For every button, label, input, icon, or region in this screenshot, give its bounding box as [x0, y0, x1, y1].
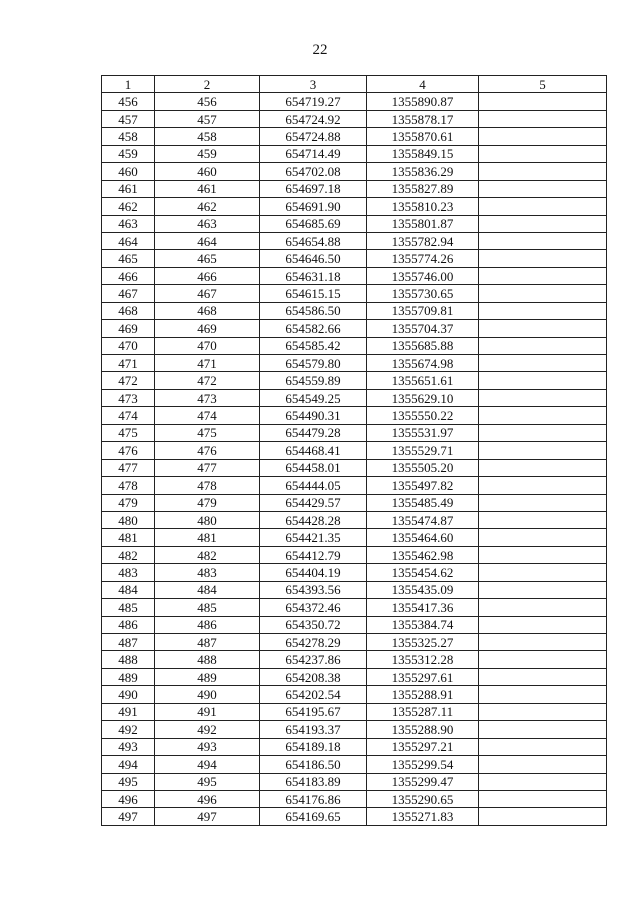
- table-cell-col-1: 477: [102, 459, 155, 476]
- table-cell-col-2: 482: [155, 546, 260, 563]
- table-cell-col-1: 487: [102, 634, 155, 651]
- table-cell-col-4: 1355704.37: [367, 320, 479, 337]
- table-cell-col-2: 475: [155, 424, 260, 441]
- table-cell-col-5: [479, 494, 607, 511]
- table-cell-col-3: 654372.46: [260, 599, 367, 616]
- table-cell-col-2: 462: [155, 198, 260, 215]
- table-cell-col-4: 1355801.87: [367, 215, 479, 232]
- table-cell-col-2: 484: [155, 581, 260, 598]
- table-row: [102, 198, 607, 215]
- table-cell-col-3: 654654.88: [260, 232, 367, 249]
- table-cell-col-2: 457: [155, 110, 260, 127]
- table-cell-col-1: 460: [102, 163, 155, 180]
- table-cell-col-3: 654404.19: [260, 564, 367, 581]
- table-cell-col-2: 473: [155, 389, 260, 406]
- table-cell-col-2: 468: [155, 302, 260, 319]
- table-cell-col-2: 497: [155, 808, 260, 825]
- table-cell-col-4: 1355774.26: [367, 250, 479, 267]
- table-cell-col-1: 492: [102, 721, 155, 738]
- table-row: [102, 756, 607, 773]
- column-header-4: 4: [367, 76, 479, 93]
- table-row: [102, 651, 607, 668]
- table-cell-col-4: 1355312.28: [367, 651, 479, 668]
- table-cell-col-1: 458: [102, 128, 155, 145]
- table-row: [102, 232, 607, 249]
- table-cell-col-2: 496: [155, 790, 260, 807]
- table-cell-col-4: 1355485.49: [367, 494, 479, 511]
- table-cell-col-3: 654444.05: [260, 477, 367, 494]
- table-cell-col-2: 470: [155, 337, 260, 354]
- table-row: [102, 389, 607, 406]
- table-cell-col-1: 481: [102, 529, 155, 546]
- table-cell-col-2: 456: [155, 93, 260, 110]
- table-row: [102, 302, 607, 319]
- table-cell-col-1: 478: [102, 477, 155, 494]
- table-cell-col-4: 1355474.87: [367, 511, 479, 528]
- table-row: [102, 163, 607, 180]
- table-cell-col-4: 1355849.15: [367, 145, 479, 162]
- table-cell-col-3: 654169.65: [260, 808, 367, 825]
- table-cell-col-3: 654183.89: [260, 773, 367, 790]
- table-cell-col-5: [479, 634, 607, 651]
- table-cell-col-1: 488: [102, 651, 155, 668]
- table-cell-col-2: 460: [155, 163, 260, 180]
- table-cell-col-1: 475: [102, 424, 155, 441]
- table-cell-col-3: 654646.50: [260, 250, 367, 267]
- table-cell-col-3: 654582.66: [260, 320, 367, 337]
- table-row: [102, 668, 607, 685]
- table-cell-col-5: [479, 407, 607, 424]
- table-cell-col-5: [479, 163, 607, 180]
- table-cell-col-5: [479, 320, 607, 337]
- table-cell-col-1: 472: [102, 372, 155, 389]
- table-cell-col-4: 1355464.60: [367, 529, 479, 546]
- table-cell-col-5: [479, 738, 607, 755]
- table-cell-col-3: 654189.18: [260, 738, 367, 755]
- table-cell-col-3: 654202.54: [260, 686, 367, 703]
- table-cell-col-3: 654586.50: [260, 302, 367, 319]
- table-cell-col-4: 1355531.97: [367, 424, 479, 441]
- table-cell-col-2: 492: [155, 721, 260, 738]
- table-cell-col-5: [479, 285, 607, 302]
- table-cell-col-3: 654428.28: [260, 511, 367, 528]
- table-cell-col-5: [479, 686, 607, 703]
- table-cell-col-5: [479, 302, 607, 319]
- table-cell-col-1: 456: [102, 93, 155, 110]
- table-cell-col-3: 654585.42: [260, 337, 367, 354]
- table-cell-col-3: 654559.89: [260, 372, 367, 389]
- table-cell-col-5: [479, 93, 607, 110]
- table-cell-col-5: [479, 651, 607, 668]
- table-cell-col-1: 474: [102, 407, 155, 424]
- column-header-5: 5: [479, 76, 607, 93]
- table-cell-col-5: [479, 337, 607, 354]
- table-row: [102, 320, 607, 337]
- table-cell-col-3: 654412.79: [260, 546, 367, 563]
- table-cell-col-2: 483: [155, 564, 260, 581]
- table-cell-col-1: 468: [102, 302, 155, 319]
- table-cell-col-4: 1355435.09: [367, 581, 479, 598]
- table-cell-col-4: 1355685.88: [367, 337, 479, 354]
- table-cell-col-1: 485: [102, 599, 155, 616]
- table-cell-col-4: 1355827.89: [367, 180, 479, 197]
- table-row: [102, 267, 607, 284]
- table-cell-col-4: 1355297.21: [367, 738, 479, 755]
- table-cell-col-1: 473: [102, 389, 155, 406]
- table-row: [102, 128, 607, 145]
- table-cell-col-1: 463: [102, 215, 155, 232]
- table-cell-col-4: 1355290.65: [367, 790, 479, 807]
- table-cell-col-2: 474: [155, 407, 260, 424]
- table-cell-col-2: 467: [155, 285, 260, 302]
- table-row: [102, 372, 607, 389]
- table-row: [102, 494, 607, 511]
- table-cell-col-1: 497: [102, 808, 155, 825]
- table-cell-col-1: 489: [102, 668, 155, 685]
- table-cell-col-2: 493: [155, 738, 260, 755]
- table-cell-col-2: 485: [155, 599, 260, 616]
- table-row: [102, 581, 607, 598]
- table-cell-col-2: 459: [155, 145, 260, 162]
- table-cell-col-2: 461: [155, 180, 260, 197]
- table-cell-col-4: 1355297.61: [367, 668, 479, 685]
- table-cell-col-3: 654631.18: [260, 267, 367, 284]
- table-cell-col-3: 654421.35: [260, 529, 367, 546]
- table-cell-col-2: 494: [155, 756, 260, 773]
- table-row: [102, 93, 607, 110]
- table-cell-col-3: 654393.56: [260, 581, 367, 598]
- table-cell-col-1: 462: [102, 198, 155, 215]
- table-cell-col-4: 1355890.87: [367, 93, 479, 110]
- table-row: [102, 634, 607, 651]
- table-cell-col-4: 1355810.23: [367, 198, 479, 215]
- page-number: 22: [312, 42, 328, 58]
- table-row: [102, 110, 607, 127]
- table-cell-col-1: 490: [102, 686, 155, 703]
- table-cell-col-3: 654429.57: [260, 494, 367, 511]
- table-cell-col-5: [479, 389, 607, 406]
- table-cell-col-2: 458: [155, 128, 260, 145]
- header-row: [102, 76, 607, 93]
- table-cell-col-1: 471: [102, 355, 155, 372]
- table-row: [102, 738, 607, 755]
- table-cell-col-5: [479, 355, 607, 372]
- table-cell-col-4: 1355709.81: [367, 302, 479, 319]
- table-cell-col-1: 483: [102, 564, 155, 581]
- table-row: [102, 459, 607, 476]
- table-cell-col-5: [479, 372, 607, 389]
- table-cell-col-3: 654195.67: [260, 703, 367, 720]
- table-row: [102, 703, 607, 720]
- table-row: [102, 424, 607, 441]
- table-cell-col-3: 654719.27: [260, 93, 367, 110]
- table-cell-col-3: 654468.41: [260, 442, 367, 459]
- table-cell-col-4: 1355497.82: [367, 477, 479, 494]
- table-cell-col-5: [479, 616, 607, 633]
- table-cell-col-1: 480: [102, 511, 155, 528]
- table-cell-col-3: 654458.01: [260, 459, 367, 476]
- table-cell-col-2: 489: [155, 668, 260, 685]
- table-cell-col-1: 457: [102, 110, 155, 127]
- table-cell-col-4: 1355462.98: [367, 546, 479, 563]
- table-cell-col-5: [479, 145, 607, 162]
- table-row: [102, 808, 607, 825]
- table-cell-col-1: 494: [102, 756, 155, 773]
- table-cell-col-3: 654685.69: [260, 215, 367, 232]
- table-row: [102, 477, 607, 494]
- table-cell-col-5: [479, 215, 607, 232]
- table-cell-col-4: 1355550.22: [367, 407, 479, 424]
- table-cell-col-5: [479, 546, 607, 563]
- table-cell-col-4: 1355417.36: [367, 599, 479, 616]
- table-cell-col-3: 654490.31: [260, 407, 367, 424]
- table-cell-col-5: [479, 477, 607, 494]
- table-cell-col-2: 479: [155, 494, 260, 511]
- table-cell-col-5: [479, 599, 607, 616]
- table-cell-col-5: [479, 180, 607, 197]
- table-row: [102, 337, 607, 354]
- table-cell-col-5: [479, 128, 607, 145]
- table-cell-col-1: 493: [102, 738, 155, 755]
- table-row: [102, 250, 607, 267]
- table-cell-col-4: 1355325.27: [367, 634, 479, 651]
- table-cell-col-1: 484: [102, 581, 155, 598]
- table-row: [102, 599, 607, 616]
- table-cell-col-2: 486: [155, 616, 260, 633]
- table-cell-col-3: 654176.86: [260, 790, 367, 807]
- table-cell-col-3: 654579.80: [260, 355, 367, 372]
- table-cell-col-3: 654714.49: [260, 145, 367, 162]
- table-cell-col-3: 654702.08: [260, 163, 367, 180]
- table-cell-col-3: 654479.28: [260, 424, 367, 441]
- table-cell-col-3: 654208.38: [260, 668, 367, 685]
- table-row: [102, 686, 607, 703]
- table-cell-col-2: 469: [155, 320, 260, 337]
- table-cell-col-4: 1355529.71: [367, 442, 479, 459]
- table-cell-col-2: 495: [155, 773, 260, 790]
- table-cell-col-2: 481: [155, 529, 260, 546]
- table-cell-col-2: 471: [155, 355, 260, 372]
- table-cell-col-1: 466: [102, 267, 155, 284]
- table-body: [102, 93, 607, 825]
- table-cell-col-5: [479, 442, 607, 459]
- table-cell-col-1: 476: [102, 442, 155, 459]
- table-cell-col-4: 1355730.65: [367, 285, 479, 302]
- table-cell-col-4: 1355836.29: [367, 163, 479, 180]
- table-cell-col-2: 491: [155, 703, 260, 720]
- table-cell-col-4: 1355651.61: [367, 372, 479, 389]
- table-cell-col-5: [479, 756, 607, 773]
- table-cell-col-2: 466: [155, 267, 260, 284]
- table-cell-col-1: 486: [102, 616, 155, 633]
- table-cell-col-1: 470: [102, 337, 155, 354]
- table-cell-col-5: [479, 110, 607, 127]
- table-cell-col-2: 465: [155, 250, 260, 267]
- table-row: [102, 145, 607, 162]
- table-cell-col-3: 654350.72: [260, 616, 367, 633]
- table-cell-col-4: 1355629.10: [367, 389, 479, 406]
- table-cell-col-2: 480: [155, 511, 260, 528]
- table-cell-col-3: 654724.88: [260, 128, 367, 145]
- table-cell-col-4: 1355384.74: [367, 616, 479, 633]
- table-cell-col-4: 1355878.17: [367, 110, 479, 127]
- table-row: [102, 564, 607, 581]
- table-cell-col-5: [479, 721, 607, 738]
- table-cell-col-1: 461: [102, 180, 155, 197]
- column-header-2: 2: [155, 76, 260, 93]
- table-cell-col-3: 654697.18: [260, 180, 367, 197]
- table-cell-col-5: [479, 529, 607, 546]
- table-cell-col-5: [479, 668, 607, 685]
- table-cell-col-1: 479: [102, 494, 155, 511]
- table-cell-col-5: [479, 250, 607, 267]
- table-cell-col-2: 472: [155, 372, 260, 389]
- table-cell-col-1: 495: [102, 773, 155, 790]
- table-cell-col-1: 465: [102, 250, 155, 267]
- table-cell-col-5: [479, 424, 607, 441]
- table-cell-col-5: [479, 773, 607, 790]
- table-row: [102, 721, 607, 738]
- table-cell-col-5: [479, 790, 607, 807]
- table-cell-col-3: 654278.29: [260, 634, 367, 651]
- table-cell-col-5: [479, 581, 607, 598]
- table-row: [102, 180, 607, 197]
- table-cell-col-4: 1355271.83: [367, 808, 479, 825]
- table-cell-col-1: 496: [102, 790, 155, 807]
- table-cell-col-2: 487: [155, 634, 260, 651]
- table-cell-col-3: 654724.92: [260, 110, 367, 127]
- table-row: [102, 215, 607, 232]
- table-row: [102, 407, 607, 424]
- table-cell-col-4: 1355299.54: [367, 756, 479, 773]
- table-cell-col-4: 1355287.11: [367, 703, 479, 720]
- table-cell-col-2: 478: [155, 477, 260, 494]
- table-cell-col-3: 654193.37: [260, 721, 367, 738]
- table-cell-col-1: 459: [102, 145, 155, 162]
- table-cell-col-1: 464: [102, 232, 155, 249]
- table-row: [102, 546, 607, 563]
- table-cell-col-3: 654691.90: [260, 198, 367, 215]
- table-cell-col-5: [479, 198, 607, 215]
- table-row: [102, 511, 607, 528]
- column-header-1: 1: [102, 76, 155, 93]
- table-cell-col-5: [479, 703, 607, 720]
- table-cell-col-4: 1355782.94: [367, 232, 479, 249]
- table-cell-col-2: 464: [155, 232, 260, 249]
- table-cell-col-4: 1355288.90: [367, 721, 479, 738]
- table-cell-col-1: 491: [102, 703, 155, 720]
- table-cell-col-1: 467: [102, 285, 155, 302]
- table-row: [102, 529, 607, 546]
- table-cell-col-2: 463: [155, 215, 260, 232]
- table-row: [102, 616, 607, 633]
- table-cell-col-3: 654186.50: [260, 756, 367, 773]
- table-cell-col-3: 654549.25: [260, 389, 367, 406]
- table-cell-col-4: 1355870.61: [367, 128, 479, 145]
- table-cell-col-3: 654615.15: [260, 285, 367, 302]
- table-cell-col-5: [479, 267, 607, 284]
- table-cell-col-5: [479, 459, 607, 476]
- table-cell-col-4: 1355299.47: [367, 773, 479, 790]
- table-cell-col-2: 490: [155, 686, 260, 703]
- table-cell-col-1: 469: [102, 320, 155, 337]
- table-cell-col-2: 476: [155, 442, 260, 459]
- table-cell-col-4: 1355674.98: [367, 355, 479, 372]
- table-row: [102, 773, 607, 790]
- table-cell-col-4: 1355454.62: [367, 564, 479, 581]
- table-cell-col-4: 1355505.20: [367, 459, 479, 476]
- table-cell-col-5: [479, 232, 607, 249]
- table-cell-col-2: 488: [155, 651, 260, 668]
- table-cell-col-1: 482: [102, 546, 155, 563]
- table-cell-col-3: 654237.86: [260, 651, 367, 668]
- coordinates-table: [101, 75, 607, 826]
- column-header-3: 3: [260, 76, 367, 93]
- table-row: [102, 285, 607, 302]
- table-cell-col-2: 477: [155, 459, 260, 476]
- table-cell-col-5: [479, 511, 607, 528]
- table-cell-col-4: 1355288.91: [367, 686, 479, 703]
- table-row: [102, 790, 607, 807]
- table-row: [102, 442, 607, 459]
- table-cell-col-4: 1355746.00: [367, 267, 479, 284]
- table-row: [102, 355, 607, 372]
- table-cell-col-5: [479, 808, 607, 825]
- table-cell-col-5: [479, 564, 607, 581]
